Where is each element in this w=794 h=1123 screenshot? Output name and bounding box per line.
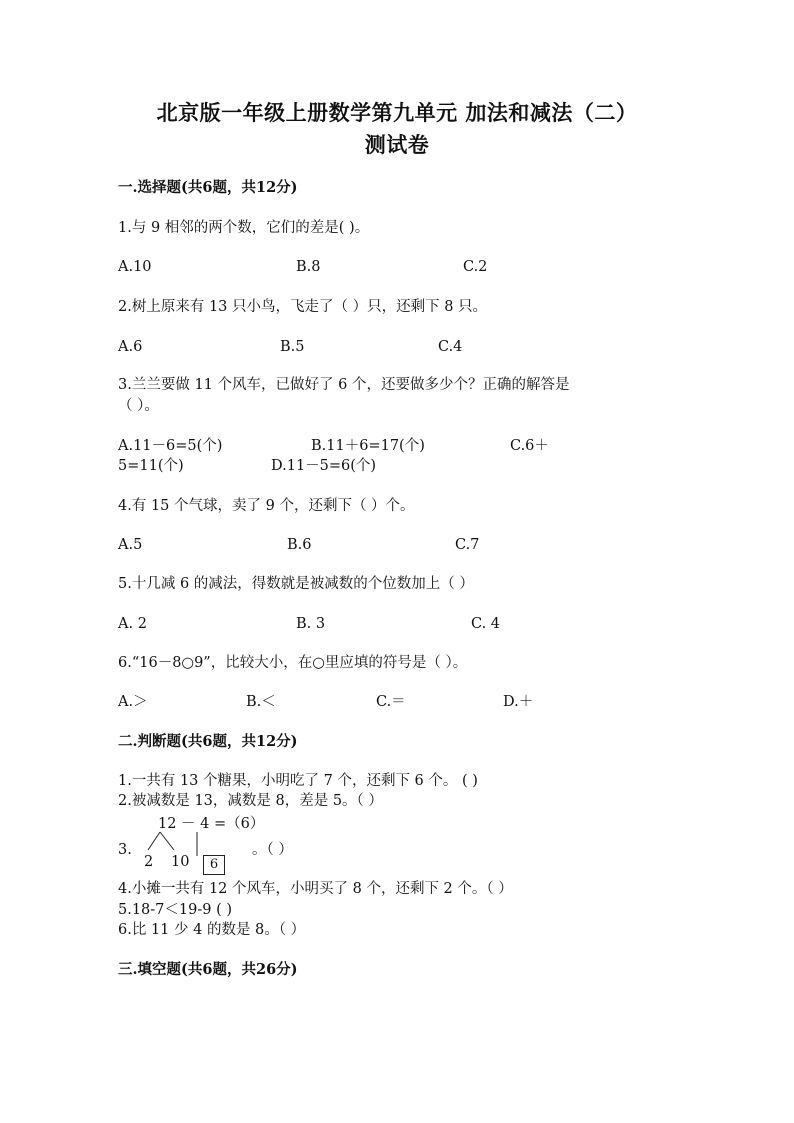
judge-item-2: 2.被减数是 13，减数是 8，差是 5。（ ） <box>118 793 383 809</box>
judge-item-3-tail: 。（ ） <box>252 842 293 858</box>
judge-item-6: 6.比 11 少 4 的数是 8。（ ） <box>118 922 306 938</box>
q3-option-d: D.11－5=6(个) <box>271 458 377 474</box>
exam-subtitle: 测试卷 <box>364 132 430 157</box>
question-1-stem: 1.与 9 相邻的两个数，它们的差是( )。 <box>118 220 370 236</box>
q6-option-b: B.＜ <box>246 694 276 710</box>
judge-item-5: 5.18-7＜19-9 ( ) <box>118 902 233 918</box>
question-3-stem: 3.兰兰要做 11 个风车，已做好了 6 个，还要做多少个？正确的解答是 <box>118 377 570 393</box>
answer-box: 6 <box>203 855 225 875</box>
question-3-stem-cont: （ ）。 <box>118 398 159 414</box>
q3-option-b: B.11＋6=17(个) <box>311 438 425 454</box>
q1-option-a: A.10 <box>118 259 152 275</box>
judge-item-1: 1.一共有 13 个糖果，小明吃了 7 个，还剩下 6 个。 ( ) <box>118 773 478 789</box>
exam-title: 北京版一年级上册数学第九单元 加法和减法（二） <box>156 100 638 125</box>
section-heading-fill-blank: 三.填空题(共6题，共26分) <box>118 961 298 978</box>
judge-item-4: 4.小摊一共有 12 个风车，小明买了 8 个，还剩下 2 个。（ ） <box>118 881 513 897</box>
q1-option-c: C.2 <box>463 259 488 275</box>
q4-option-a: A.5 <box>118 537 143 553</box>
question-6-stem: 6.“16－8○9”，比较大小，在○里应填的符号是（ ）。 <box>118 655 468 671</box>
question-4-stem: 4.有 15 个气球，卖了 9 个，还剩下（ ）个。 <box>118 498 415 514</box>
split-right-number: 10 <box>171 854 190 870</box>
q3-option-c-cont: 5=11(个) <box>118 458 184 474</box>
q4-option-c: C.7 <box>455 537 480 553</box>
judge-item-3-number: 3. <box>118 842 132 858</box>
section-heading-judgement: 二.判断题(共6题，共12分) <box>118 733 298 750</box>
q1-option-b: B.8 <box>296 259 321 275</box>
q2-option-c: C.4 <box>438 339 463 355</box>
q2-option-a: A.6 <box>118 339 143 355</box>
q6-option-a: A.＞ <box>118 694 148 710</box>
section-heading-choice: 一.选择题(共6题，共12分) <box>118 179 298 196</box>
q6-option-c: C.＝ <box>376 694 406 710</box>
question-5-stem: 5.十几减 6 的减法，得数就是被减数的个位数加上（ ） <box>118 576 474 592</box>
q3-option-a: A.11－6=5(个) <box>118 438 223 454</box>
question-2-stem: 2.树上原来有 13 只小鸟，飞走了（ ）只，还剩下 8 只。 <box>118 299 488 315</box>
judge-item-3-equation: 12 － 4 =（6） <box>158 816 265 832</box>
q5-option-c: C. 4 <box>471 616 501 632</box>
q3-option-c: C.6＋ <box>510 438 549 454</box>
q5-option-b: B. 3 <box>296 616 326 632</box>
split-left-number: 2 <box>144 854 154 870</box>
q6-option-d: D.＋ <box>503 694 534 710</box>
q2-option-b: B.5 <box>280 339 305 355</box>
q5-option-a: A. 2 <box>118 616 147 632</box>
q4-option-b: B.6 <box>287 537 312 553</box>
